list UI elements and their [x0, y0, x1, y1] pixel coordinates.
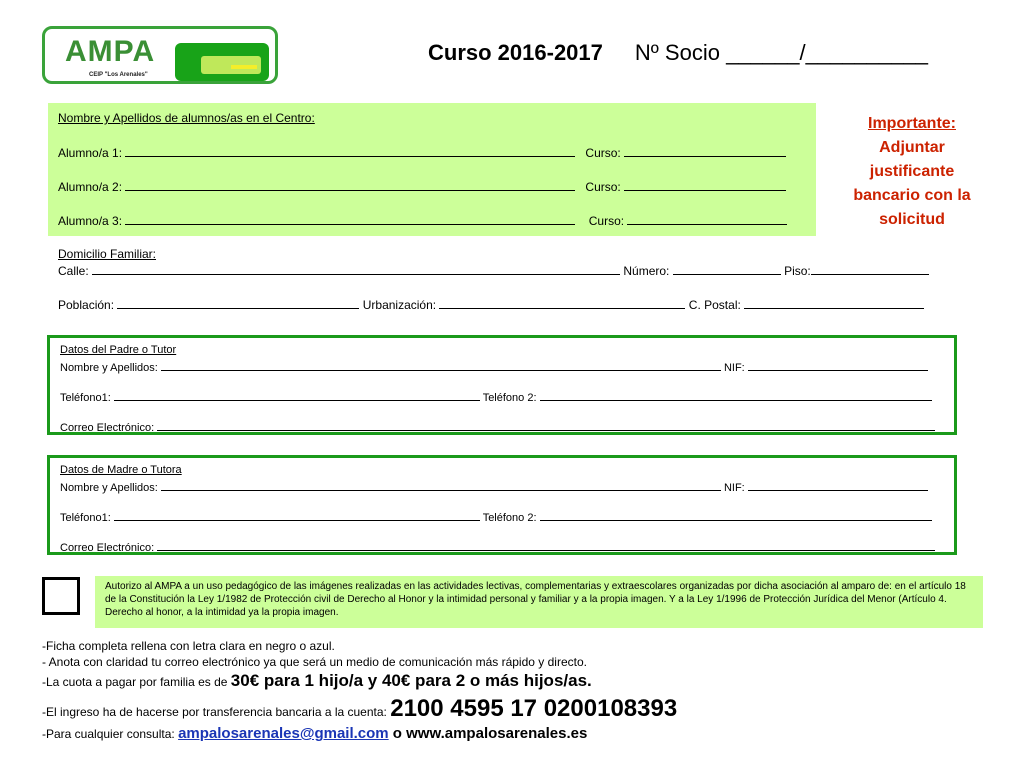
note-4 [42, 695, 677, 723]
father-name-row [60, 359, 928, 374]
student-1-label: Alumno/a 1: [58, 146, 123, 160]
father-phone1-field[interactable] [114, 389, 480, 401]
father-name-label: Nombre y Apellidos: [60, 362, 158, 374]
floor-field[interactable] [811, 263, 929, 275]
student-3-name-field[interactable] [125, 213, 575, 225]
mother-phone1-field[interactable] [114, 509, 480, 521]
student-3-course-label: Curso: [588, 214, 625, 228]
father-phone2-field[interactable] [540, 389, 932, 401]
student-1-name-field[interactable] [125, 145, 575, 157]
street-label: Calle: [58, 264, 89, 278]
mother-name-field[interactable] [161, 479, 721, 491]
students-title: Nombre y Apellidos de alumnos/as en el Centro: [58, 111, 315, 125]
note-1: -Ficha completa rellena con letra clara en negro o azul. [42, 639, 335, 653]
students-section [48, 103, 816, 236]
urbanization-field[interactable] [439, 297, 685, 309]
father-nif-field[interactable] [748, 359, 928, 371]
student-3-course-field[interactable] [627, 213, 787, 225]
member-number-field[interactable]: Nº Socio ______/__________ [634, 40, 928, 65]
father-phone1-label: Teléfono1: [60, 392, 111, 404]
student-2-label: Alumno/a 2: [58, 180, 123, 194]
contact-website[interactable]: www.ampalosarenales.es [406, 725, 588, 742]
father-phone2-label: Teléfono 2: [482, 392, 537, 404]
student-row-2 [58, 179, 786, 194]
town-field[interactable] [117, 297, 359, 309]
address-row-1 [58, 263, 929, 278]
mother-phone2-field[interactable] [540, 509, 932, 521]
fee-prefix: -La cuota a pagar por familia es de [42, 675, 231, 689]
consent-text: Autorizo al AMPA a un uso pedagógico de las imágenes realizadas en las actividades lectivas, complementarias y extraescolares organizadas por dicha asociación al amparo de: en el artículo 18 de la Constitución la Ley 1/1982 de Protección civil de Derecho al Honor y la intimidad personal y familiar y a la propia imagen. Y a la Ley 1/1996 de Protección Jurídica del Menor (Artículo 4. Derecho al honor, a la intimidad ya la propia imagen. [95, 576, 983, 628]
student-1-course-label: Curso: [585, 146, 621, 160]
logo-subtitle: CEIP "Los Arenales" [89, 72, 148, 78]
mother-email-row [60, 539, 935, 554]
mother-phone-row [60, 509, 932, 524]
mother-email-label: Correo Electrónico: [60, 542, 155, 554]
postal-code-field[interactable] [744, 297, 924, 309]
student-2-course-label: Curso: [585, 180, 621, 194]
important-title: Importante: [868, 115, 956, 132]
father-name-field[interactable] [161, 359, 721, 371]
father-section [47, 335, 957, 435]
student-1-course-field[interactable] [624, 145, 786, 157]
father-email-label: Correo Electrónico: [60, 422, 155, 434]
mother-name-label: Nombre y Apellidos: [60, 482, 158, 494]
father-email-field[interactable] [157, 419, 935, 431]
postal-code-label: C. Postal: [688, 298, 741, 312]
student-row-1 [58, 145, 786, 160]
number-field[interactable] [673, 263, 781, 275]
address-title: Domicilio Familiar: [58, 247, 157, 261]
page-header [428, 40, 928, 66]
important-notice [842, 112, 982, 232]
ampa-logo [42, 26, 278, 84]
father-title: Datos del Padre o Tutor [60, 344, 177, 356]
mother-phone1-label: Teléfono1: [60, 512, 111, 524]
address-section [58, 245, 958, 315]
father-nif-label: NIF: [723, 362, 745, 374]
fee-amount: 30€ para 1 hijo/a y 40€ para 2 o más hijos/as. [230, 671, 592, 690]
town-label: Población: [58, 298, 115, 312]
logo-yellow-bar [231, 65, 257, 69]
number-label: Número: [623, 264, 670, 278]
student-row-3 [58, 213, 787, 228]
important-body: Adjuntar justificante bancario con la solicitud [853, 139, 971, 228]
contact-prefix: -Para cualquier consulta: [42, 727, 179, 741]
mother-section [47, 455, 957, 555]
floor-label: Piso: [784, 264, 811, 278]
father-phone-row [60, 389, 932, 404]
street-field[interactable] [92, 263, 620, 275]
note-3 [42, 671, 592, 691]
student-2-course-field[interactable] [624, 179, 786, 191]
mother-nif-label: NIF: [723, 482, 745, 494]
urbanization-label: Urbanización: [362, 298, 437, 312]
note-5 [42, 725, 587, 742]
student-3-label: Alumno/a 3: [58, 214, 123, 228]
mother-title: Datos de Madre o Tutora [60, 464, 182, 476]
student-2-name-field[interactable] [125, 179, 575, 191]
mother-phone2-label: Teléfono 2: [482, 512, 537, 524]
mother-name-row [60, 479, 928, 494]
contact-or: o [388, 725, 407, 742]
contact-email-link[interactable]: ampalosarenales@gmail.com [178, 725, 389, 742]
course-title: Curso 2016-2017 [428, 40, 603, 65]
mother-email-field[interactable] [157, 539, 935, 551]
logo-word: AMPA [65, 35, 156, 68]
mother-nif-field[interactable] [748, 479, 928, 491]
note-2: - Anota con claridad tu correo electrónico ya que será un medio de comunicación más rápido y directo. [42, 655, 587, 669]
address-row-2 [58, 297, 924, 312]
bank-prefix: -El ingreso ha de hacerse por transferencia bancaria a la cuenta: [42, 705, 391, 719]
bank-account: 2100 4595 17 0200108393 [390, 695, 678, 722]
father-email-row [60, 419, 935, 434]
consent-checkbox[interactable] [42, 577, 80, 615]
